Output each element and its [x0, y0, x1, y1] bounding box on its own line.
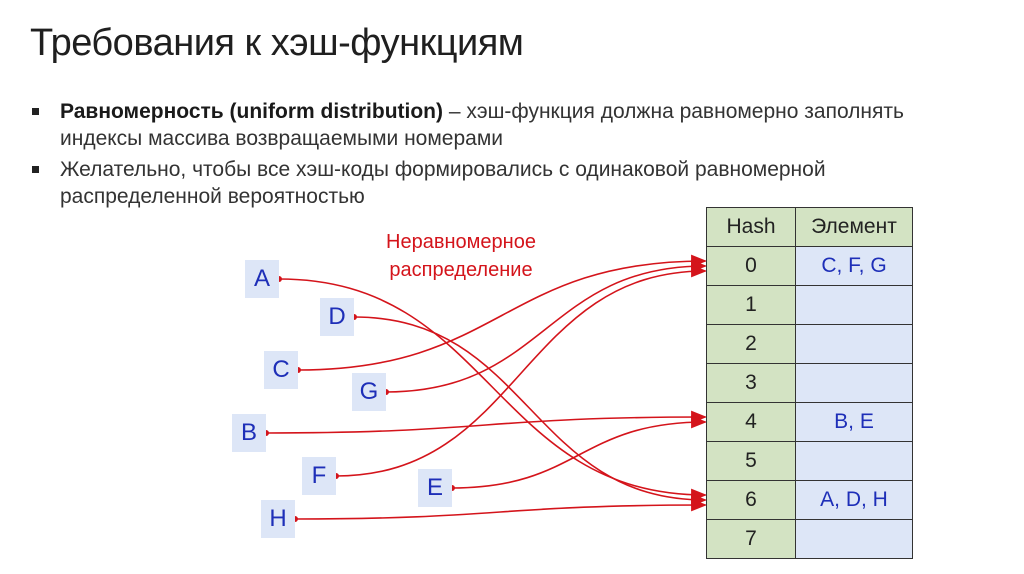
table-row [707, 442, 913, 481]
element-cell [796, 286, 913, 325]
table-row [707, 364, 913, 403]
bullet-bold-term: Равномерность (uniform distribution) [60, 100, 443, 123]
nonuniform-annotation: Неравномерное распределение [386, 231, 536, 281]
element-cell [796, 325, 913, 364]
arrow-h-to-6 [295, 505, 706, 519]
arrow-g-to-0 [386, 266, 706, 392]
slide-title: Требования к хэш-функциям [30, 22, 524, 64]
key-node-a: A [245, 260, 279, 298]
key-node-f: F [302, 457, 336, 495]
arrow-b-to-4 [266, 417, 706, 433]
hash-cell: 5 [707, 442, 796, 481]
element-cell [796, 442, 913, 481]
key-node-e: E [418, 469, 452, 507]
arrow-c-to-0 [298, 261, 706, 370]
key-node-g: G [352, 373, 386, 411]
key-node-h: H [261, 500, 295, 538]
hash-column-header: Hash [707, 208, 796, 247]
key-node-b: B [232, 414, 266, 452]
hash-cell: 4 [707, 403, 796, 442]
bullet-text: Желательно, чтобы все хэш-коды формировались с одинаковой равномерной распределенной вероятностью [60, 158, 826, 208]
arrow-e-to-4 [452, 422, 706, 488]
element-cell: A, D, H [796, 481, 913, 520]
table-header-row [707, 208, 913, 247]
hash-cell: 0 [707, 247, 796, 286]
table-row [707, 481, 913, 520]
key-node-d: D [320, 298, 354, 336]
element-cell: B, E [796, 403, 913, 442]
element-cell [796, 364, 913, 403]
table-row [707, 286, 913, 325]
table-row [707, 325, 913, 364]
element-column-header: Элемент [796, 208, 913, 247]
hash-table [706, 207, 913, 559]
arrow-f-to-0 [336, 271, 706, 476]
bullet-text: – хэш-функция должна равномерно заполнять индексы массива возвращаемыми номерами [60, 100, 904, 150]
hash-cell: 2 [707, 325, 796, 364]
table-row [707, 520, 913, 559]
table-row [707, 247, 913, 286]
element-cell [796, 520, 913, 559]
table-row [707, 403, 913, 442]
element-cell: C, F, G [796, 247, 913, 286]
hash-cell: 3 [707, 364, 796, 403]
hash-cell: 1 [707, 286, 796, 325]
hash-cell: 6 [707, 481, 796, 520]
hash-cell: 7 [707, 520, 796, 559]
arrow-d-to-6 [354, 317, 706, 500]
key-node-c: C [264, 351, 298, 389]
